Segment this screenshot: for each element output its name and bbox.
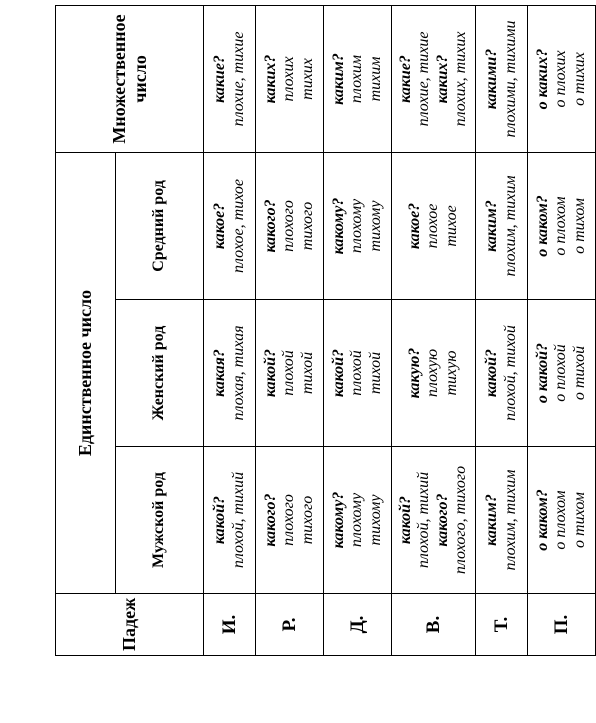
table-row [324,5,392,655]
example-word: плохой [348,350,366,396]
header-plural: Множественное число [56,5,204,152]
question-word: какое? [405,202,423,250]
example-word: плохим [348,54,366,104]
example-word: плохой, тихий [229,471,247,569]
example-word: тихому [366,200,384,252]
example-word: о тихих [570,52,588,106]
masculine-cell [324,447,392,594]
example-word: плохие, тихие [229,31,247,127]
question-word: о каком? [533,489,551,551]
question-word: о какой? [533,342,551,404]
plural-cell [528,5,596,152]
question-word: каким? [329,53,347,105]
example-word: о плохой [552,344,570,402]
feminine-cell [392,300,476,447]
example-word: плохого, тихого [451,465,469,575]
question-word: какому? [329,197,347,255]
example-word: плохому [348,492,366,548]
example-word: плохому [348,198,366,254]
example-word: плохую [424,348,442,398]
table-row [204,5,256,655]
masculine-cell [476,447,528,594]
question-word: какие? [396,55,414,103]
feminine-cell [204,300,256,447]
example-word: плохим, тихим [501,175,519,277]
case-cell: Т. [476,594,528,656]
table-row [528,5,596,655]
example-word: тихих [298,58,316,100]
example-word: тихой [298,351,316,395]
example-word: тихого [298,495,316,545]
declension-table-rotated [55,6,588,656]
neuter-cell [204,152,256,299]
example-word: плохого [280,494,298,546]
question-word: какую? [405,347,423,399]
feminine-cell [324,300,392,447]
case-cell: П. [528,594,596,656]
feminine-cell [476,300,528,447]
question-word: каких? [261,54,279,104]
example-word: плохой, тихий [415,471,433,569]
feminine-cell [528,300,596,447]
masculine-cell [392,447,476,594]
question-word: какому? [329,491,347,549]
neuter-cell [324,152,392,299]
table-row [392,5,476,655]
question-word: какое? [211,202,229,250]
example-word: о тихой [570,345,588,401]
question-word: какая? [211,349,229,397]
example-word: плохого [280,200,298,252]
neuter-cell [256,152,324,299]
example-word: тихое [442,205,460,247]
question-word: о каких? [533,48,551,110]
neuter-cell [528,152,596,299]
example-word: о тихом [570,492,588,548]
question-word: какой? [483,348,501,398]
question-word: о каком? [533,195,551,257]
plural-cell [204,5,256,152]
example-word: о плохом [552,490,570,550]
example-word: о тихом [570,198,588,254]
table-body [204,5,596,655]
question-word: какой? [396,495,414,545]
example-word: тихим [366,56,384,102]
case-cell: Р. [256,594,324,656]
question-word: какой? [329,348,347,398]
declension-table [55,5,596,656]
feminine-cell [256,300,324,447]
example-word: плохой, тихой [501,325,519,421]
question-word: какой? [211,495,229,545]
question-word: каких? [433,54,451,104]
case-cell: Д. [324,594,392,656]
header-neuter: Средний род [116,152,204,299]
plural-cell [476,5,528,152]
question-word: каким? [483,494,501,546]
table-row [476,5,528,655]
masculine-cell [256,447,324,594]
plural-cell [256,5,324,152]
masculine-cell [528,447,596,594]
header-case: Падеж [56,594,204,656]
example-word: тихому [366,494,384,546]
example-word: плохих, тихих [451,31,469,127]
question-word: какого? [261,493,279,547]
question-word: какими? [483,48,501,110]
header-masculine: Мужской род [116,447,204,594]
example-word: тихого [298,201,316,251]
header-feminine: Женский род [116,300,204,447]
example-word: плохое, тихое [229,178,247,273]
table-row [256,5,324,655]
question-word: какого? [261,199,279,253]
plural-cell [324,5,392,152]
example-word: о плохом [552,196,570,256]
example-word: плохие, тихие [415,31,433,127]
masculine-cell [204,447,256,594]
plural-cell [392,5,476,152]
example-word: плохими, тихими [501,20,519,138]
neuter-cell [476,152,528,299]
example-word: о плохих [552,50,570,108]
example-word: плохой [280,350,298,396]
case-cell: В. [392,594,476,656]
example-word: плохая, тихая [229,325,247,421]
header-singular: Единственное число [56,152,116,593]
example-word: плохое [424,203,442,249]
question-word: какие? [211,55,229,103]
case-cell: И. [204,594,256,656]
example-word: тихой [366,351,384,395]
example-word: плохих [280,56,298,102]
question-word: какой? [261,348,279,398]
question-word: какого? [433,493,451,547]
question-word: каким? [483,200,501,252]
neuter-cell [392,152,476,299]
example-word: плохим, тихим [501,469,519,571]
example-word: тихую [442,350,460,396]
